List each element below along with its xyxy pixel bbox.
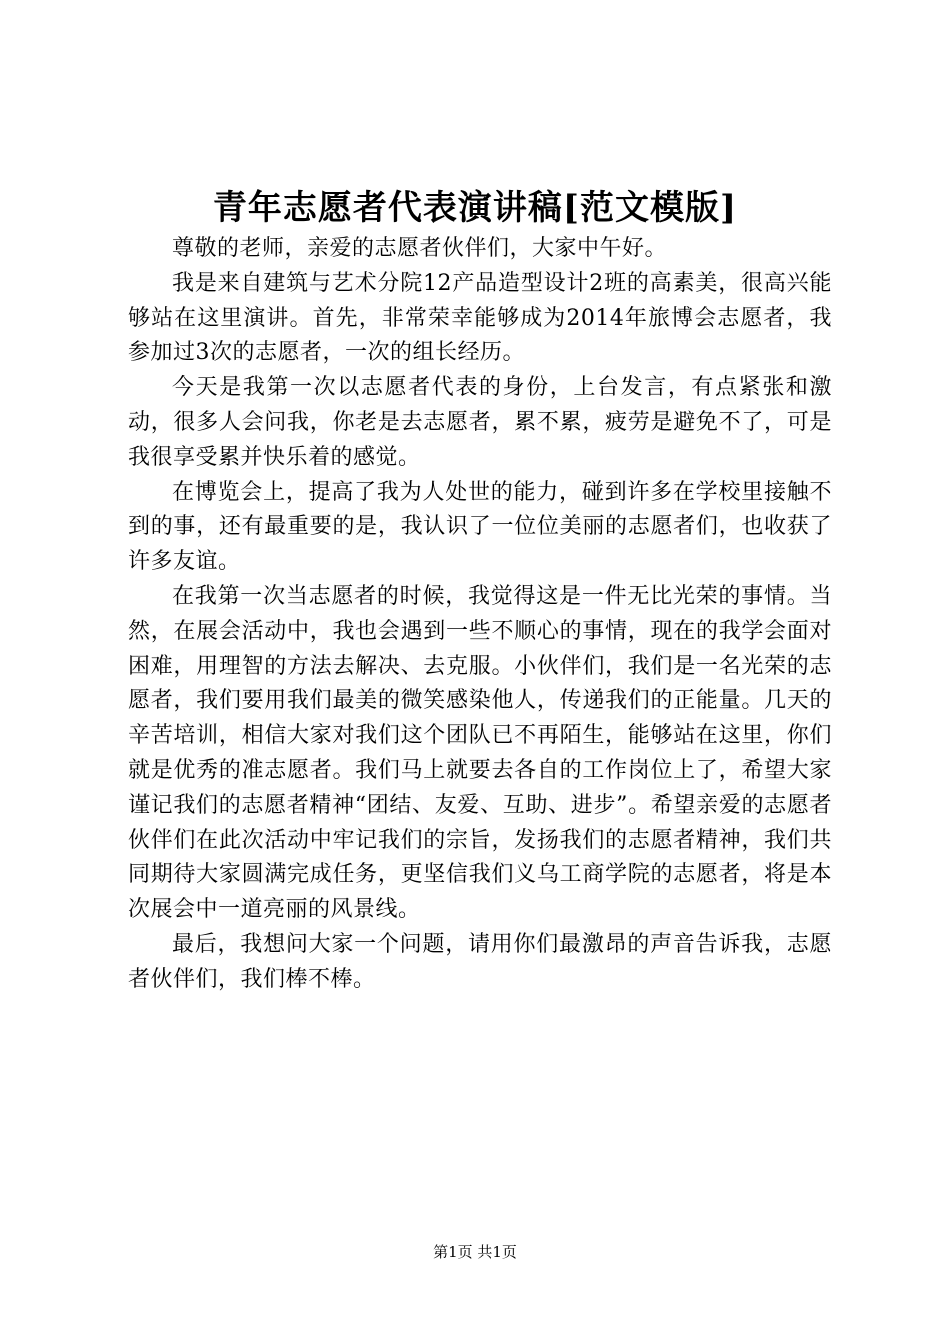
document-body — [128, 232, 832, 998]
paragraph-closing: 最后，我想问大家一个问题，请用你们最激昂的声音告诉我，志愿者伙伴们，我们棒不棒。 — [128, 931, 832, 992]
document-title: 青年志愿者代表演讲稿[范文模版] — [212, 188, 738, 228]
paragraph-introduction: 我是来自建筑与艺术分院12产品造型设计2班的高素美，很高兴能够站在这里演讲。首先，非常荣幸能够成为2014年旅博会志愿者，我参加过3次的志愿者，一次的组长经历。 — [128, 270, 832, 366]
paragraph-greeting: 尊敬的老师，亲爱的志愿者伙伴们，大家中午好。 — [172, 236, 668, 261]
page-footer: 第1页 共1页 — [433, 1243, 517, 1261]
paragraph-feelings: 今天是我第一次以志愿者代表的身份，上台发言，有点紧张和激动，很多人会问我，你老是去志愿者，累不累，疲劳是避免不了，可是我很享受累并快乐着的感觉。 — [128, 375, 832, 470]
paragraph-expo-experience: 在博览会上，提高了我为人处世的能力，碰到许多在学校里接触不到的事，还有最重要的是，我认识了一位位美丽的志愿者们，也收获了许多友谊。 — [128, 479, 832, 575]
paragraph-volunteer-spirit: 在我第一次当志愿者的时候，我觉得这是一件无比光荣的事情。当然，在展会活动中，我也会遇到一些不顺心的事情，现在的我学会面对困难，用理智的方法去解决、去克服。小伙伴们，我们是一名光荣的志愿者，我们要用我们最美的微笑感染他人，传递我们的正能量。几天的辛苦培训，相信大家对我们这个团队已不再陌生，能够站在这里，你们就是优秀的准志愿者。我们马上就要去各自的工作岗位上了，希望大家谨记我们的志愿者精神“团结、友爱、互助、进步”。希望亲爱的志愿者伙伴们在此次活动中牢记我们的宗旨，发扬我们的志愿者精神，我们共同期待大家圆满完成任务，更坚信我们义乌工商学院的志愿者，将是本次展会中一道亮丽的风景线。 — [128, 583, 832, 923]
